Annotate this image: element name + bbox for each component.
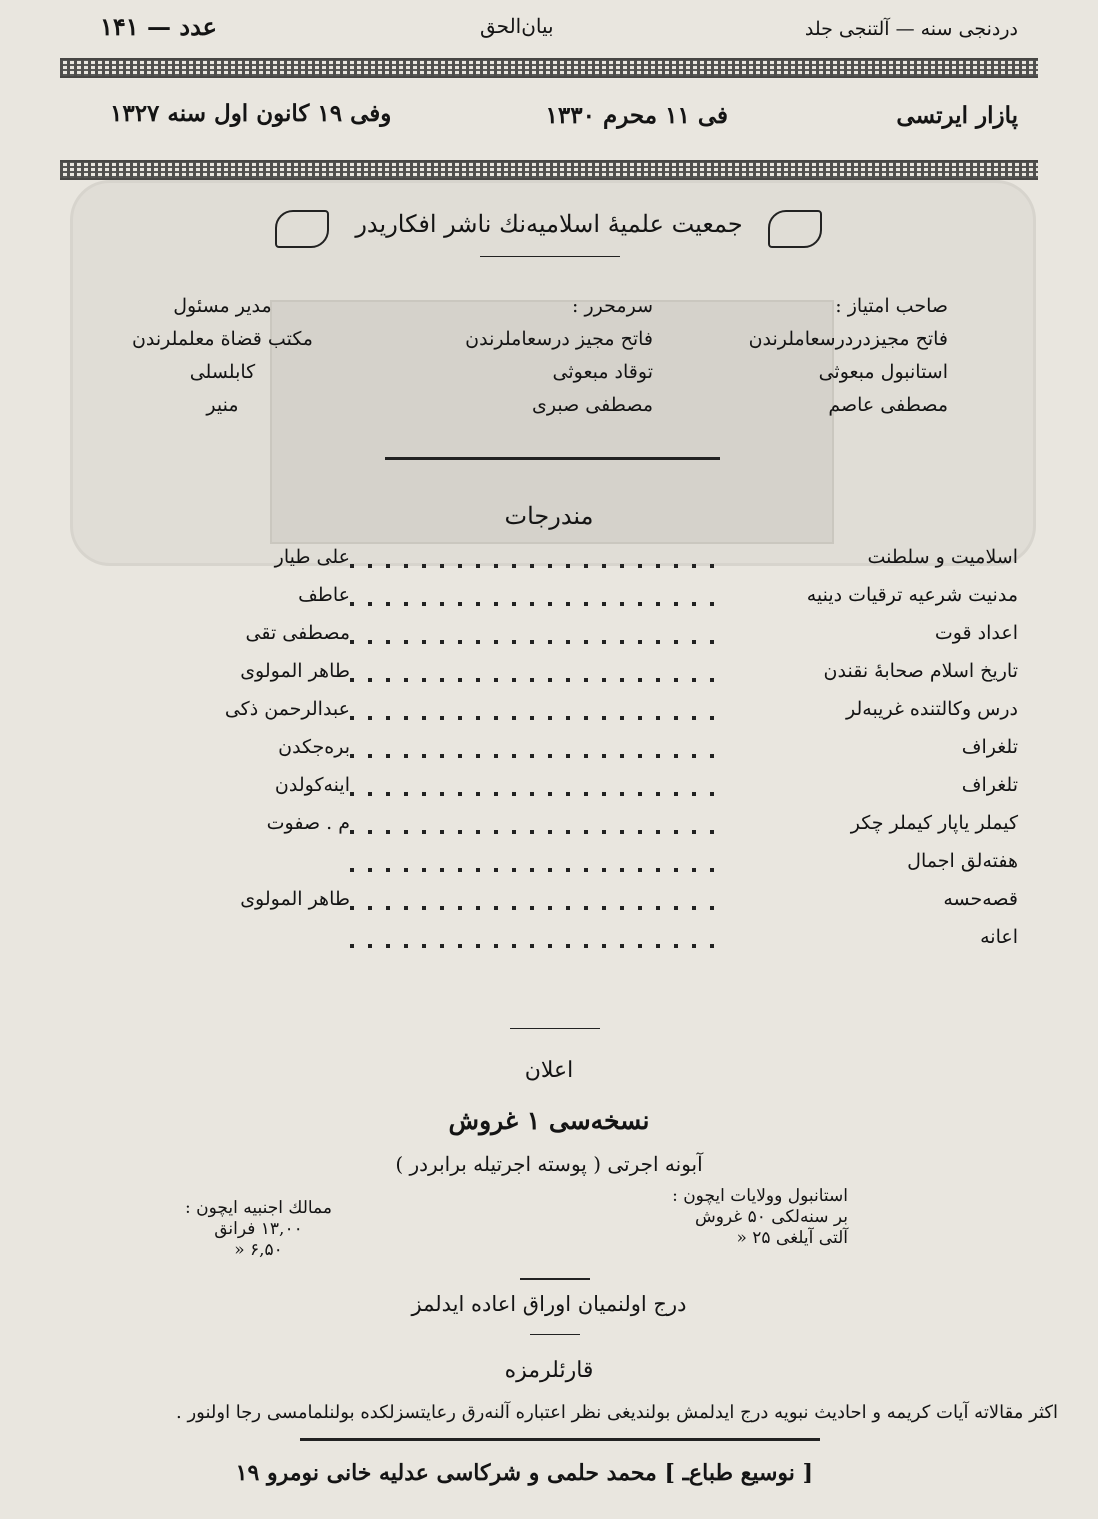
manager-line1: مکتب قضاة معلملرندن xyxy=(131,328,313,350)
foreign-rates xyxy=(185,1198,332,1261)
day-label: پازار ایرتسی xyxy=(896,102,1018,129)
toc-row xyxy=(200,698,1018,732)
toc-row xyxy=(200,546,1018,580)
owner-block xyxy=(749,290,948,422)
toc-author: طاهر المولوی xyxy=(240,888,350,910)
toc-leader-dots xyxy=(350,792,728,796)
toc-title: کیملر یاپار کیملر چکر xyxy=(850,812,1018,834)
toc-author: اینه‌کولدن xyxy=(274,774,350,796)
toc-title: درس وکالتنده غریبه‌لر xyxy=(845,698,1018,720)
toc-leader-dots xyxy=(350,716,728,720)
toc-title: تلغراف xyxy=(961,774,1018,796)
domestic-yearly: بر سنه‌لکی ۵۰ غروش xyxy=(694,1207,848,1227)
readers-text: اکثر مقالاته آیات کریمه و احادیث نبویه درج ایدلمش بولندیغی نظر اعتباره آلنه‌رق رعایتسزلکده بولنلمامسی رجا اولنور . xyxy=(176,1402,1058,1423)
owner-line1: فاتح مجیزدردرسعاملرندن xyxy=(748,328,948,350)
toc-leader-dots xyxy=(350,830,728,834)
rumi-date: وفی ۱۹ کانون اول سنه ۱۳۲۷ xyxy=(110,100,392,127)
domestic-rates xyxy=(672,1186,848,1249)
manager-line2: کابلسلی xyxy=(189,361,256,383)
toc-row xyxy=(200,660,1018,694)
chief-editor-line1: فاتح مجیز درسعاملرندن xyxy=(465,328,653,350)
toc-title: اعانه xyxy=(980,926,1018,948)
staff-divider xyxy=(385,457,720,460)
foreign-yearly: ۱۳,۰۰ فرانق xyxy=(214,1219,303,1239)
manager-name: منیر xyxy=(206,394,239,416)
manager-role: مدیر مسئول xyxy=(173,295,272,317)
toc-leader-dots xyxy=(350,906,728,910)
readers-divider xyxy=(300,1438,820,1441)
toc-title: اسلامیت و سلطنت xyxy=(867,546,1018,568)
ornamental-band-bottom xyxy=(60,160,1038,180)
owner-name: مصطفی عاصم xyxy=(828,394,948,416)
toc-leader-dots xyxy=(350,564,728,568)
returns-divider xyxy=(530,1334,580,1335)
toc-title: هفته‌لق اجمال xyxy=(907,850,1018,872)
owner-role: صاحب امتیاز : xyxy=(835,295,948,317)
manager-block xyxy=(132,290,313,422)
toc-row xyxy=(200,812,1018,846)
volume-label: دردنجی سنه — آلتنجی جلد xyxy=(804,18,1018,40)
returns-notice: درج اولنمیان اوراق اعاده ایدلمز xyxy=(411,1292,687,1316)
toc-title: اعداد قوت xyxy=(934,622,1018,644)
domestic-half: آلتی آیلغی ۲۵ « xyxy=(736,1228,848,1248)
toc-title: تلغراف xyxy=(961,736,1018,758)
contents-heading: مندرجات xyxy=(504,502,594,530)
toc-leader-dots xyxy=(350,944,728,948)
contents-divider xyxy=(510,1028,600,1029)
ornamental-band-top xyxy=(60,58,1038,78)
price-label: نسخه‌سی ۱ غروش xyxy=(448,1106,650,1135)
notice-divider xyxy=(520,1278,590,1280)
toc-leader-dots xyxy=(350,868,728,872)
toc-leader-dots xyxy=(350,754,728,758)
toc-author: عبدالرحمن ذکی xyxy=(224,698,350,720)
toc-title: قصه‌حسه xyxy=(943,888,1018,910)
toc-row xyxy=(200,774,1018,808)
toc-row xyxy=(200,584,1018,618)
toc-leader-dots xyxy=(350,678,728,682)
toc-row xyxy=(200,888,1018,922)
foreign-half: ۶,۵۰ « xyxy=(234,1240,283,1260)
issue-number: عدد — ۱۴۱ xyxy=(100,12,217,41)
owner-line2: استانبول مبعوثی xyxy=(818,361,948,383)
chief-editor-line2: توقاد مبعوثی xyxy=(552,361,653,383)
toc-author: بره‌جکدن xyxy=(278,736,350,758)
toc-author: عاطف xyxy=(298,584,350,606)
subscription-label: آبونه اجرتی ( پوسته اجرتیله برابردر ) xyxy=(395,1152,703,1176)
toc-title: مدنیت شرعیه ترقیات دینیه xyxy=(806,584,1018,606)
chief-editor-block xyxy=(465,290,653,422)
chief-editor-role: سرمحرر : xyxy=(572,295,653,317)
toc-author: طاهر المولوی xyxy=(240,660,350,682)
notice-heading: اعلان xyxy=(524,1058,574,1083)
toc-author: م . صفوت xyxy=(266,812,350,834)
hijri-date: فی ۱۱ محرم ۱۳۳۰ xyxy=(545,102,728,129)
printer-footer: [ نوسیع طباع‌ـ ] محمد حلمی و شرکاسی عدلیه خانی نومرو ۱۹ xyxy=(235,1460,813,1486)
masthead-motto: جمعیت علمیهٔ اسلامیه‌نك ناشر افکاریدر xyxy=(355,210,743,238)
motto-divider xyxy=(480,256,620,257)
toc-author: مصطفی تقی xyxy=(245,622,350,644)
toc-leader-dots xyxy=(350,640,728,644)
readers-heading: قارئلرمزه xyxy=(504,1358,594,1383)
toc-leader-dots xyxy=(350,602,728,606)
toc-row xyxy=(200,736,1018,770)
toc-title: تاریخ اسلام صحابهٔ نقندن xyxy=(823,660,1018,682)
toc-row xyxy=(200,622,1018,656)
foreign-label: ممالك اجنبیه ایچون : xyxy=(185,1198,332,1218)
chief-editor-name: مصطفی صبری xyxy=(532,394,653,416)
toc-row xyxy=(200,926,1018,960)
toc-author: علی طیار xyxy=(274,546,350,568)
publication-name: بیان‌الحق xyxy=(480,14,554,38)
toc-row xyxy=(200,850,1018,884)
domestic-label: استانبول وولایات ایچون : xyxy=(672,1186,848,1206)
